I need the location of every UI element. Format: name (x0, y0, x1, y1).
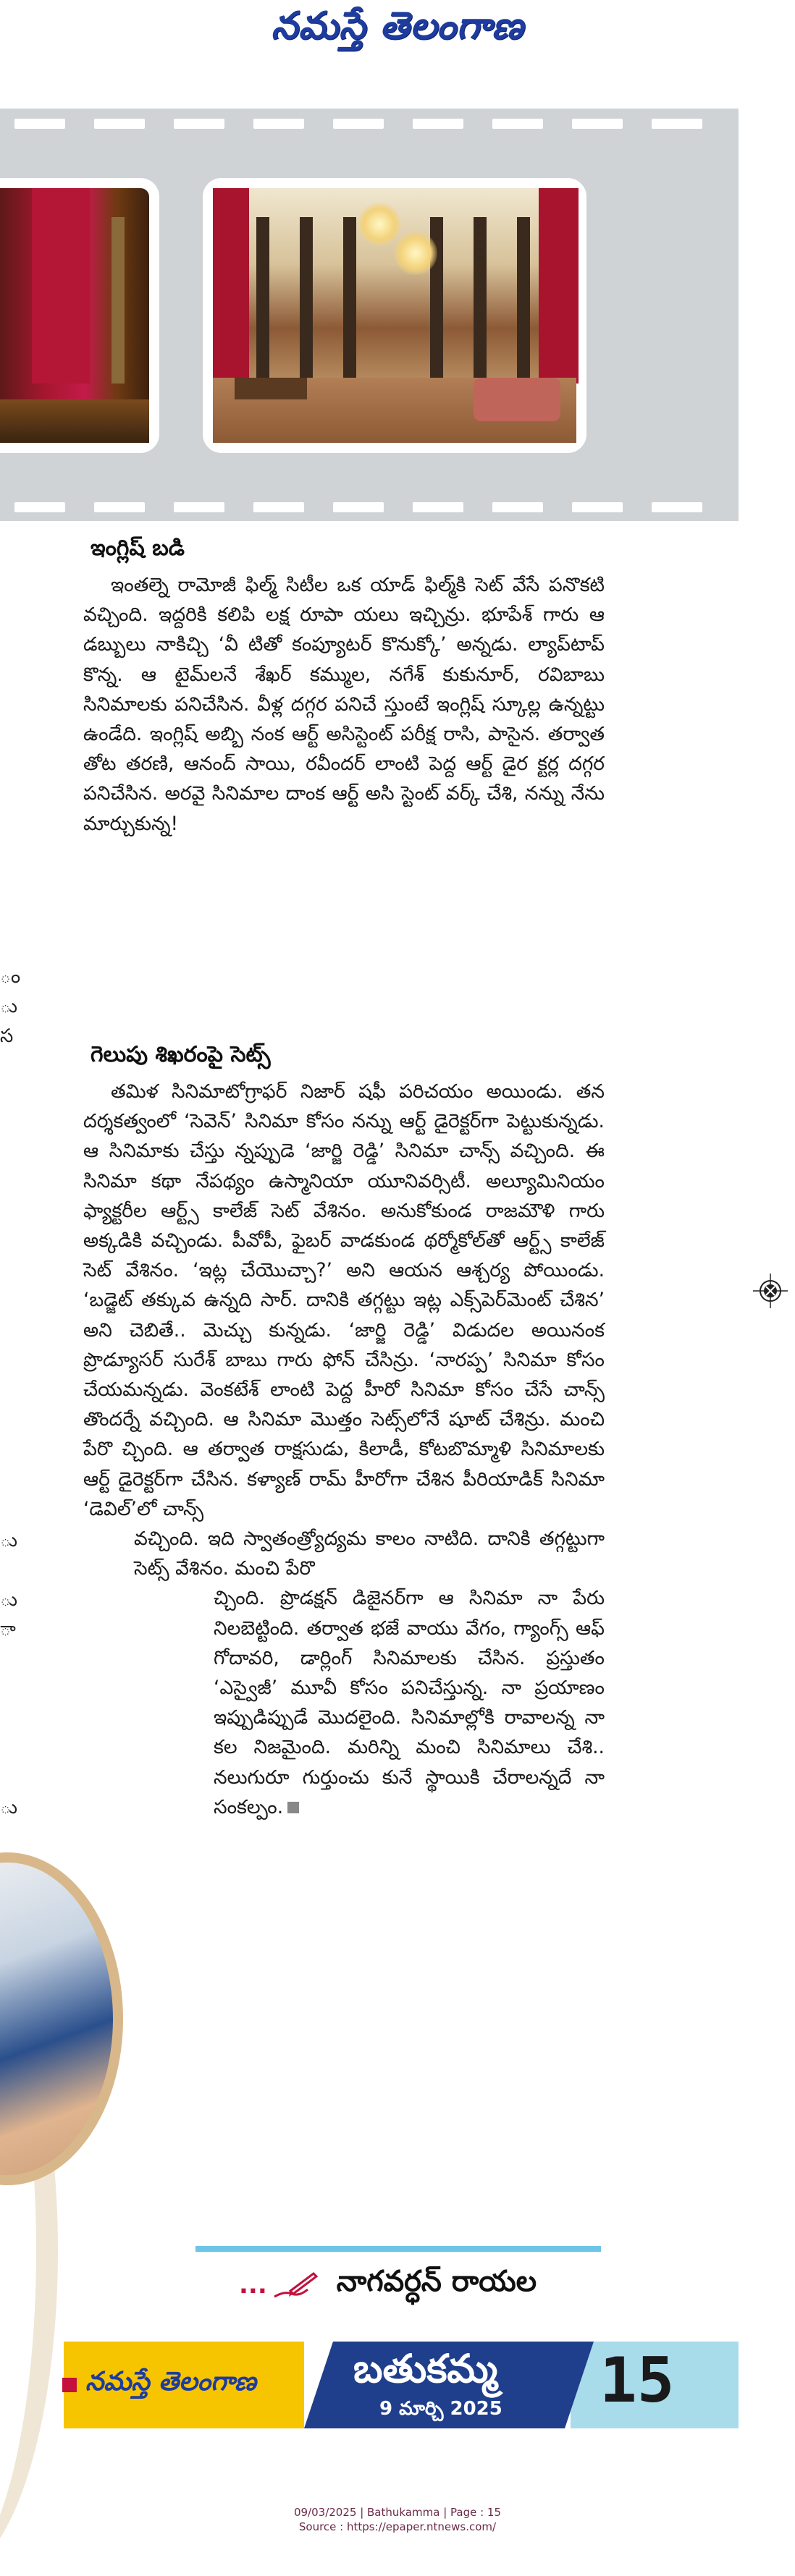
left-fragment (0, 1229, 16, 1259)
left-fragment (0, 1437, 16, 1467)
closing-text: చ్చింది. ప్రొడక్షన్ డిజైనర్‌గా ఆ సినిమా నా పేరు నిలబెట్టింది. తర్వాత భజే వాయు వేగం, గ్యాంగ్స్ ఆఫ్ గోదావరి, డార్లింగ్ సినిమాలకు చేసిన. ప్రస్తుతం ‘ఎస్వైజీ’ మూవీ కోసం పనిచేస్తున్న. నా ప్రయాణం ఇప్పుడిప్పుడే మొదలైంది. సినిమాల్లోకి రావాలన్న నా కల నిజమైంది. మరిన్ని మంచి సినిమాలు చేశి.. నలుగురూ గుర్తుంచు కునే స్థాయికి చేరాలన్నదే నా సంకల్పం. (214, 1587, 605, 1818)
footer-date: 9 మార్చి 2025 (379, 2398, 502, 2420)
filmstrip-photo (0, 109, 739, 521)
left-fragment (0, 1763, 16, 1793)
end-mark-icon (287, 1802, 299, 1813)
left-fragment (0, 1318, 16, 1348)
masthead-title: నమస్తే తెలంగాణ (271, 4, 524, 48)
left-fragment (0, 1704, 16, 1734)
left-fragment: ు (0, 1530, 18, 1551)
palace-hall-set-photo (203, 178, 586, 453)
left-fragment (0, 1111, 16, 1140)
section-paragraph: ఇంతల్నె రామోజీ ఫిల్మ్ సిటీల ఒక యాడ్ ఫిల్మ్‌కి సెట్ వేసే పనొకటి వచ్చింది. ఇద్దరికి కలిపి లక్ష రూపా యలు ఇచ్చిన్రు. భూపేశ్ గారు ఆ డబ్బులు నాకిచ్చి ‘వీ టితో కంప్యూటర్ కొనుక్కో’ అన్నడు. ల్యాప్‌టాప్ కొన్న. ఆ టైమ్‌లనే శేఖర్ కమ్ముల, నగేశ్ కుకునూర్, రవిబాబు సినిమాలకు పనిచేసిన. వీళ్ల దగ్గర పనిచే స్తుంటే ఇంగ్లిష్ స్కూల్ల ఉన్నట్టు ఉండేది. ఇంగ్లిష్ అబ్బి నంక ఆర్ట్ అసిస్టెంట్ పరీక్ష రాసి, పాసైన. తర్వాత తోట తరణి, ఆనంద్ సాయి, రవీందర్ లాంటి పెద్ద ఆర్ట్ డైర క్టర్ల దగ్గర పనిచేసిన. అరవై సినిమాల దాంక ఆర్ట్ అసి స్టెంట్ వర్క్ చేశి, నన్ను నేను మార్చుకున్న! (83, 574, 605, 835)
byline-dots: ... (239, 2271, 267, 2300)
left-fragment: ం (0, 966, 21, 988)
left-fragment: ు (0, 996, 18, 1017)
portrait-photo-circle (0, 1852, 123, 2185)
footer-bullet-icon (62, 2378, 77, 2392)
masthead (0, 0, 795, 61)
left-fragment (0, 1674, 16, 1704)
footer-paper-block (64, 2342, 304, 2428)
left-fragment (0, 1081, 16, 1111)
section-paragraph-wrapped (214, 1583, 605, 1822)
section-heading: ఇంగ్లిష్ బడి (91, 535, 185, 561)
footer-paper-name: నమస్తే తెలంగాణ (85, 2367, 256, 2397)
footer-section-name: బతుకమ్మ (353, 2346, 498, 2391)
left-fragment (0, 1259, 16, 1289)
left-fragment (0, 1467, 16, 1496)
article-section-english-school (83, 535, 605, 839)
left-fragment (0, 1823, 16, 1852)
section-paragraph-indented: వచ్చింది. ఇది స్వాతంత్ర్యోద్యమ కాలం నాటిది. దానికి తగ్గట్టుగా సెట్స్ వేశినం. మంచి పేరొ (134, 1528, 605, 1580)
left-fragment (0, 1200, 16, 1229)
footer-band (64, 2342, 739, 2428)
left-fragment (0, 1645, 16, 1674)
left-fragment (0, 1289, 16, 1318)
registration-mark-icon (753, 1274, 788, 1308)
left-fragment: ు (0, 1797, 18, 1818)
article-section-sets-on-success-peak (83, 1042, 605, 1822)
left-fragment: ు (0, 1589, 18, 1611)
left-fragment: ా (0, 1619, 16, 1640)
source-info (0, 2505, 795, 2534)
source-line-url: Source : https://epaper.ntnews.com/ (298, 2520, 497, 2533)
left-fragment: స (0, 1025, 14, 1047)
pen-icon (270, 2269, 321, 2301)
left-fragment (0, 1556, 16, 1585)
section-heading: గెలుపు శిఖరంపై సెట్స్ (91, 1042, 271, 1067)
left-fragment (0, 1378, 16, 1407)
filmstrip-holes-bottom (0, 492, 739, 521)
filmstrip-holes-top (0, 109, 739, 137)
stage-set-photo (0, 178, 159, 453)
left-fragment (0, 1496, 16, 1526)
left-fragment (0, 1348, 16, 1378)
footer-page-number: 15 (600, 2344, 675, 2417)
left-fragment (0, 1140, 16, 1170)
section-paragraph: తమిళ సినిమాటోగ్రాఫర్ నిజార్ షఫీ పరిచయం అయిండు. తన దర్శకత్వంలో ‘సెవెన్’ సినిమా కోసం నన్ను ఆర్ట్ డైరెక్టర్‌గా పెట్టుకున్నడు. ఆ సినిమాకు చేస్తు న్నప్పుడె ‘జార్జి రెడ్డి’ సినిమా చాన్స్ వచ్చింది. ఈ సినిమా కథా నేపథ్యం ఉస్మానియా యూనివర్సిటీ. అల్యూమినియం ఫ్యాక్టరీల ఆర్ట్స్ కాలేజ్ సెట్ వేశినం. అనుకోకుండ రాజమౌళి గారు అక్కడికి వచ్చిండు. పీవోపీ, ఫైబర్ వాడకుండ థర్మోకోల్‌తో ఆర్ట్స్ కాలేజ్ సెట్ వేశినం. ‘ఇట్ల చేయొచ్చా?’ అని ఆయన ఆశ్చర్య పోయిండు. ‘బడ్జెట్ తక్కువ ఉన్నది సార్. దానికి తగ్గట్టు ఇట్ల ఎక్స్‌పెర్‌మెంట్ చేశిన’ అని చెబితే.. మెచ్చు కున్నడు. ‘జార్జి రెడ్డి’ విడుదల అయినంక ప్రొడ్యూసర్ సురేశ్ బాబు గారు ఫోన్ చేసిన్రు. ‘నారప్ప’ సినిమా కోసం చేయమన్నడు. వెంకటేశ్ లాంటి పెద్ద హీరో సినిమా కోసం చేసే చాన్స్ తొందర్నే వచ్చింది. ఆ సినిమా మొత్తం సెట్స్‌లోనే షూట్ చేశిన్రు. మంచి పేరొ చ్చింది. ఆ తర్వాత రాక్షసుడు, కిలాడీ, కోటబొమ్మాళి సినిమాలకు ఆర్ట్ డైరెక్టర్‌గా చేసిన. కళ్యాణ్ రామ్ హీరోగా చేశిన పీరియాడిక్ సినిమా ‘డెవిల్’లో చాన్స్ (83, 1080, 605, 1520)
left-fragment (0, 1051, 16, 1081)
byline-divider (195, 2246, 601, 2252)
left-fragment (0, 1407, 16, 1437)
byline-author: నాగవర్ధన్ రాయల (336, 2265, 537, 2298)
byline (239, 2263, 537, 2307)
source-line-date: 09/03/2025 | Bathukamma | Page : 15 (293, 2506, 502, 2519)
left-fragment (0, 1734, 16, 1763)
left-fragment (0, 1170, 16, 1200)
